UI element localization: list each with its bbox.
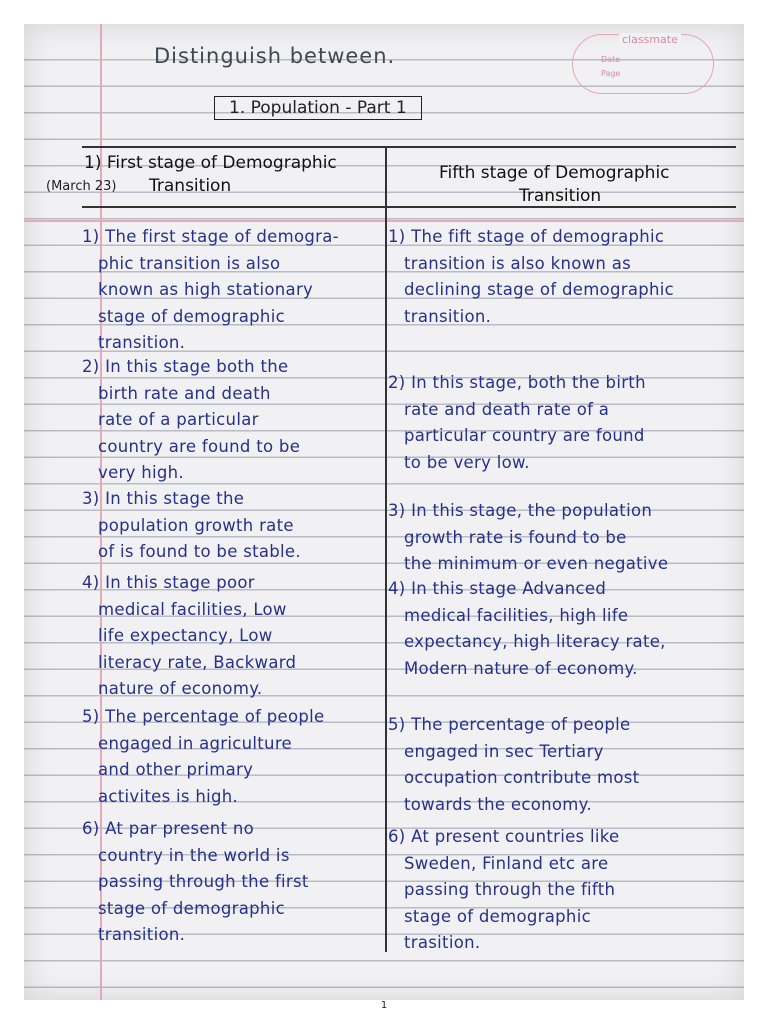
item-line: 1) The first stage of demogra- — [82, 227, 339, 246]
item-line: 1) The fift stage of demographic — [388, 227, 665, 246]
right-item-5 — [388, 712, 639, 818]
exam-note: (March 23) — [46, 179, 117, 194]
item-line: known as high stationary — [98, 280, 314, 299]
right-header: Fifth stage of Demographic Transition — [439, 163, 670, 206]
item-line: the minimum or even negative — [404, 554, 669, 573]
item-line: nature of economy. — [98, 679, 263, 698]
item-line: engaged in agriculture — [98, 733, 292, 753]
page-number: 1 — [380, 1000, 388, 1011]
item-line: transition. — [98, 925, 186, 944]
right-item-3 — [388, 498, 668, 578]
item-line: occupation contribute most — [404, 768, 640, 787]
page-heading: Distinguish between. — [154, 44, 396, 68]
item-line: rate of a particular — [98, 410, 259, 429]
item-line: birth rate and death — [98, 383, 271, 403]
item-line: life expectancy, Low — [98, 626, 273, 645]
header-rule — [24, 220, 744, 222]
left-item-6 — [82, 816, 309, 949]
item-line: population growth rate — [98, 515, 294, 535]
item-line: 6) At par present no — [82, 819, 255, 838]
item-line: transition is also known as — [404, 253, 632, 273]
left-item-2 — [82, 354, 300, 487]
item-line: 4) In this stage poor — [82, 573, 255, 592]
item-line: country are found to be — [98, 436, 301, 456]
item-line: engaged in sec Tertiary — [404, 741, 604, 761]
item-line: rate and death rate of a — [404, 399, 610, 419]
item-line: 2) In this stage, both the birth — [388, 373, 646, 392]
item-line: Sweden, Finland etc are — [404, 853, 609, 873]
item-line: and other primary — [98, 760, 254, 779]
item-line: stage of demographic — [98, 898, 285, 918]
item-line: medical facilities, Low — [98, 599, 287, 619]
item-line: transition. — [98, 333, 186, 352]
item-line: 6) At present countries like — [388, 827, 620, 846]
item-line: transition. — [404, 306, 492, 326]
item-line: 4) In this stage Advanced — [388, 579, 607, 598]
item-line: 5) The percentage of people — [82, 707, 325, 726]
left-item-1 — [82, 224, 339, 357]
item-line: literacy rate, Backward — [98, 652, 297, 672]
item-line: stage of demographic — [98, 306, 285, 326]
column-divider — [385, 146, 387, 952]
date-label: Date — [601, 55, 621, 64]
item-line: of is found to be stable. — [98, 542, 301, 561]
item-line: passing through the fifth — [404, 880, 616, 899]
item-line: 3) In this stage the — [82, 489, 245, 508]
item-line: towards the economy. — [404, 794, 592, 814]
item-line: 2) In this stage both the — [82, 357, 289, 376]
item-line: medical facilities, high life — [404, 605, 629, 625]
item-line: stage of demographic — [404, 906, 591, 926]
right-item-6 — [388, 824, 619, 957]
item-line: Modern nature of economy. — [404, 658, 638, 678]
notebook-page — [24, 24, 744, 1000]
item-line: declining stage of demographic — [404, 280, 675, 299]
page-label: Page — [601, 69, 621, 78]
right-item-1 — [388, 224, 674, 330]
item-line: passing through the first — [98, 872, 309, 891]
section-title: 1. Population - Part 1 — [214, 96, 422, 120]
item-line: expectancy, high literacy rate, — [404, 632, 666, 651]
item-line: 5) The percentage of people — [388, 715, 631, 734]
right-item-4 — [388, 576, 666, 682]
left-header: 1) First stage of Demographic Transition — [84, 153, 337, 196]
right-item-2 — [388, 370, 646, 476]
item-line: particular country are found — [404, 426, 645, 445]
table-top-line — [82, 146, 736, 148]
item-line: very high. — [98, 463, 184, 482]
item-line: phic transition is also — [98, 253, 281, 273]
item-line: to be very low. — [404, 452, 530, 472]
item-line: country in the world is — [98, 845, 290, 865]
item-line: 3) In this stage, the population — [388, 501, 653, 520]
brand-name: classmate — [619, 33, 681, 46]
classmate-logo — [572, 34, 714, 94]
item-line: activites is high. — [98, 786, 239, 806]
left-item-3 — [82, 486, 301, 566]
left-item-5 — [82, 704, 324, 810]
left-item-4 — [82, 570, 296, 703]
item-line: growth rate is found to be — [404, 527, 627, 547]
item-line: trasition. — [404, 933, 481, 952]
